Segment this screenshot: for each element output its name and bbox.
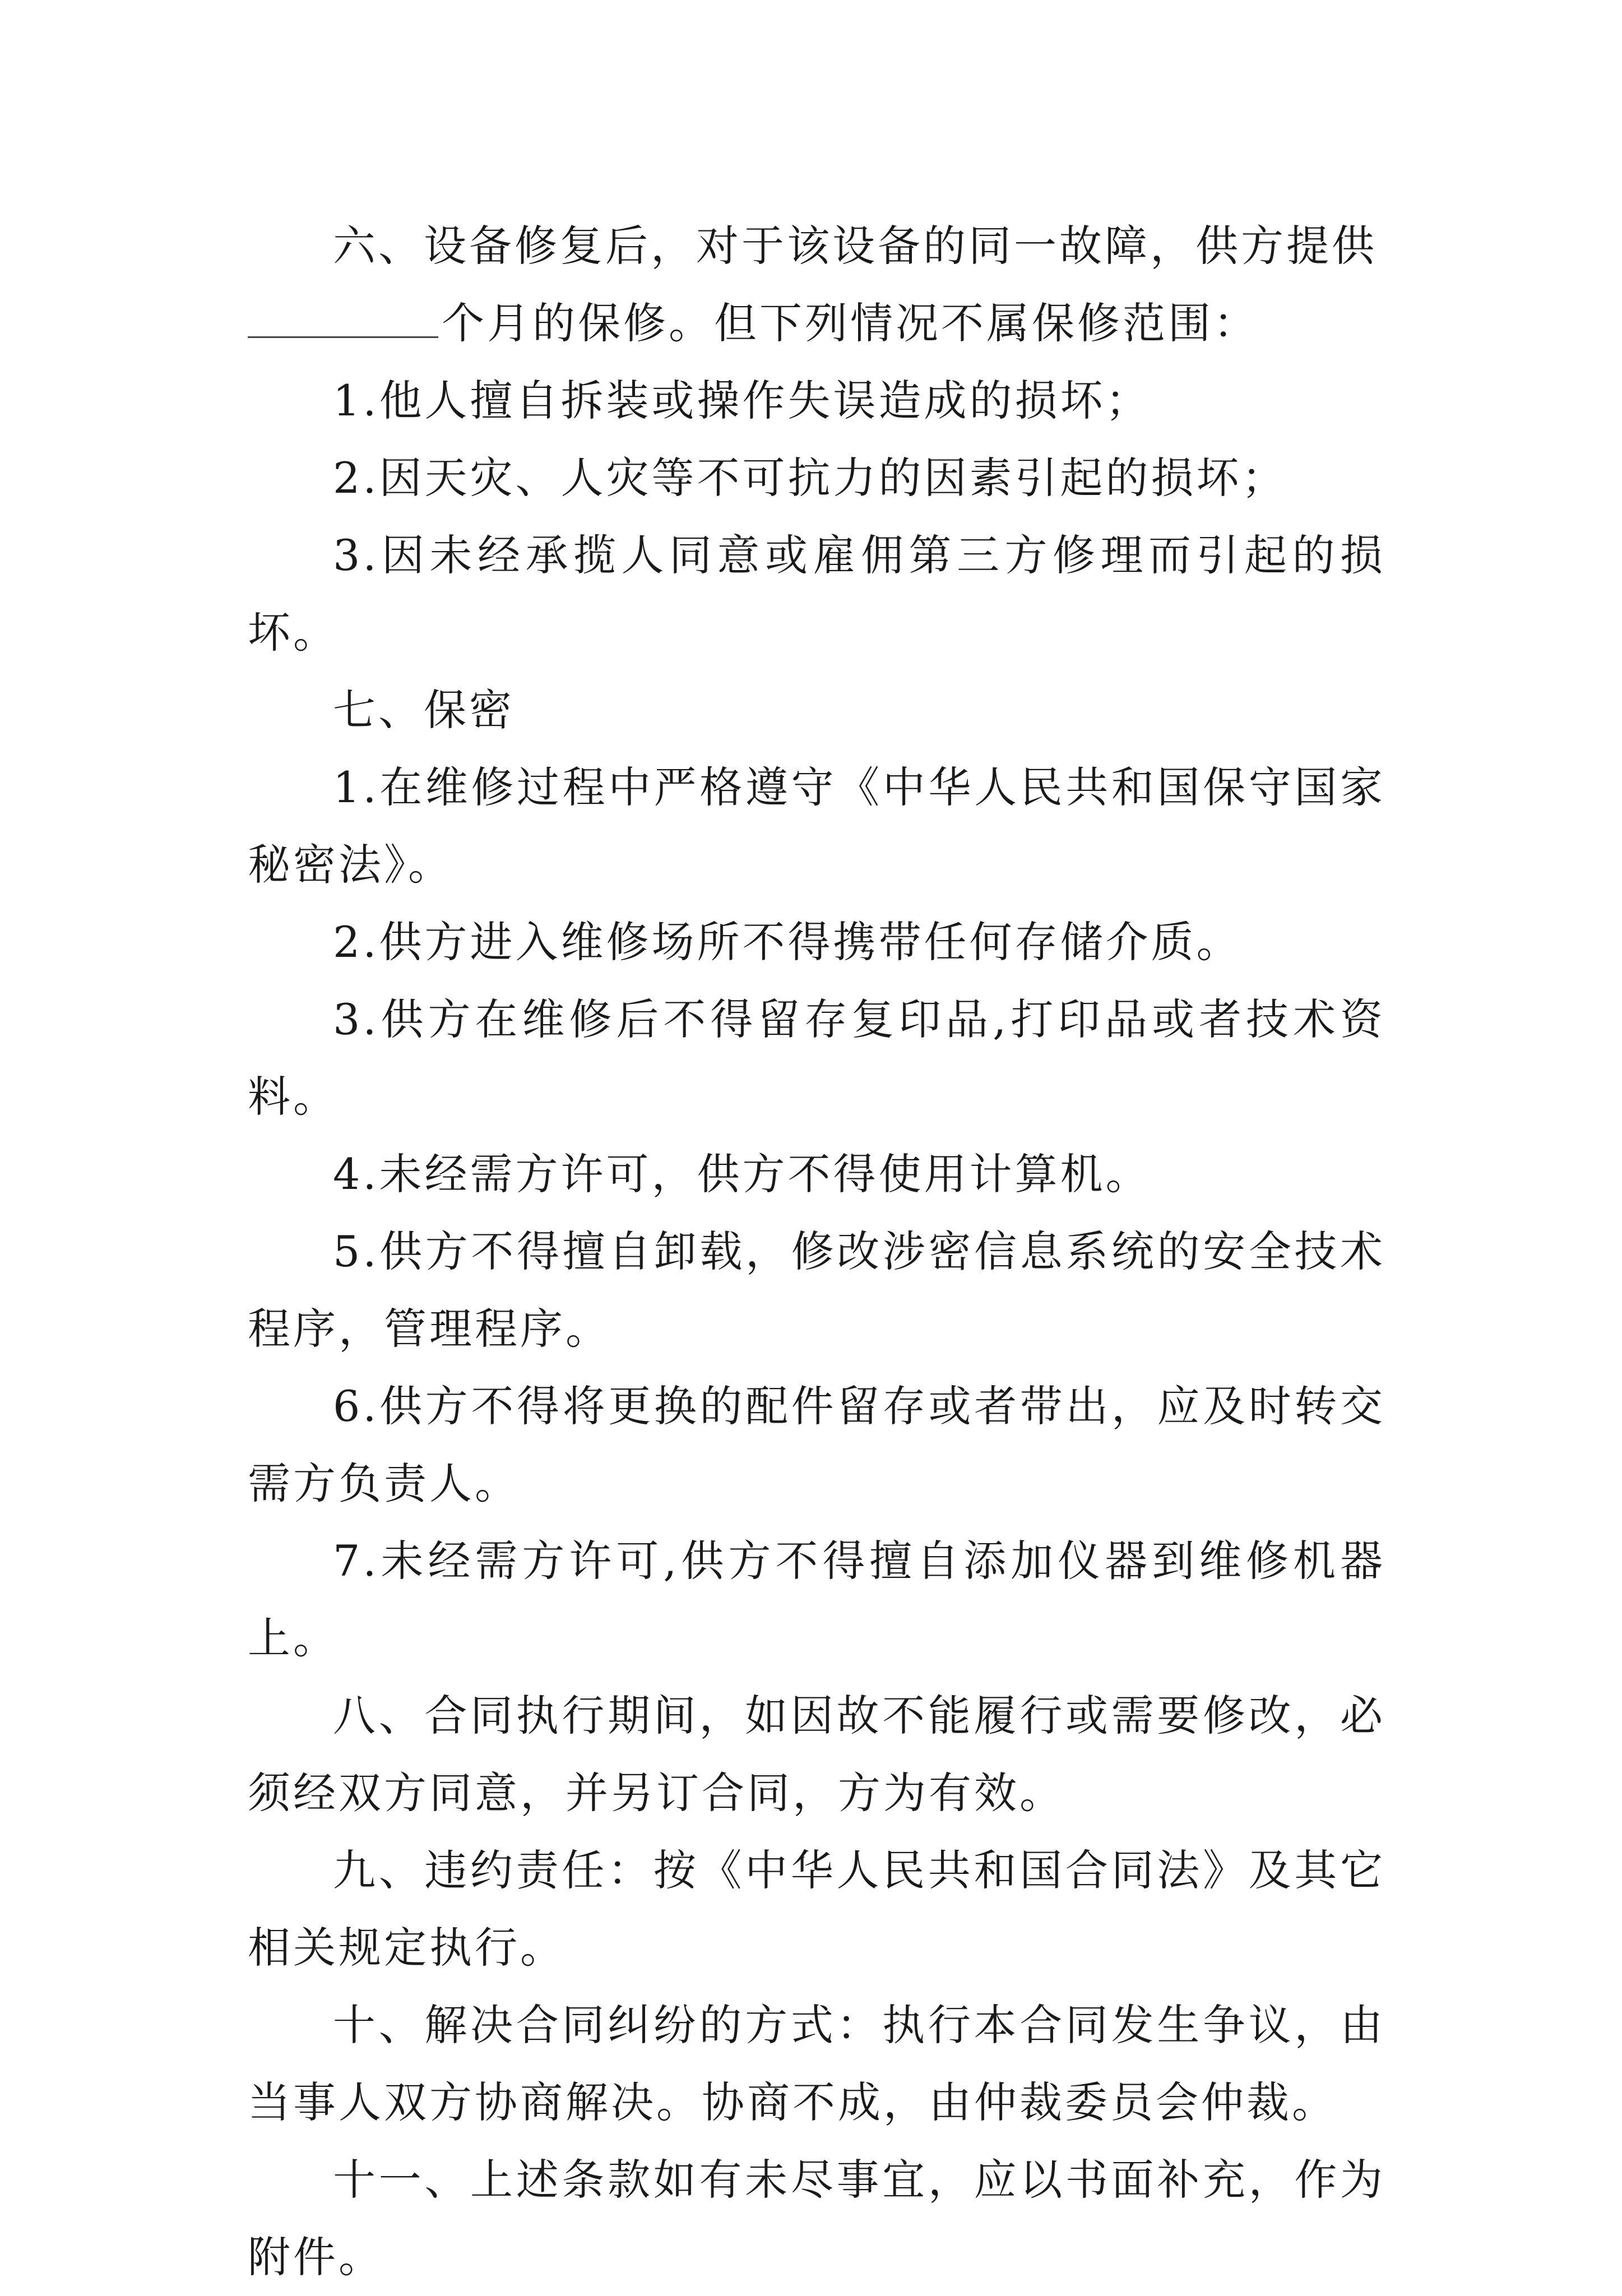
clause-7-item-5: 5.供方不得擅自卸载，修改涉密信息系统的安全技术程序，管理程序。 bbox=[248, 1226, 1385, 1354]
clause-9: 九、违约责任：按《中华人民共和国合同法》及其它相关规定执行。 bbox=[248, 1845, 1385, 1973]
clause-7-item-6: 6.供方不得将更换的配件留存或者带出，应及时转交需方负责人。 bbox=[248, 1381, 1385, 1508]
clause-7-item-7: 7.未经需方许可,供方不得擅自添加仪器到维修机器上。 bbox=[248, 1536, 1385, 1663]
clause-7-heading: 七、保密 bbox=[333, 685, 515, 735]
clause-7-item-4: 4.未经需方许可，供方不得使用计算机。 bbox=[333, 1149, 1151, 1199]
clause-6-intro: 六、设备修复后，对于该设备的同一故障，供方提供 bbox=[333, 221, 1377, 271]
clause-8: 八、合同执行期间，如因故不能履行或需要修改，必须经双方同意，并另订合同，方为有效。 bbox=[248, 1691, 1385, 1818]
clause-6-item-1: 1.他人擅自拆装或操作失误造成的损坏； bbox=[333, 376, 1151, 425]
clause-7-item-1: 1.在维修过程中严格遵守《中华人民共和国保守国家秘密法》。 bbox=[248, 762, 1385, 890]
warranty-months-blank bbox=[248, 296, 438, 338]
clause-11: 十一、上述条款如有未尽事宜，应以书面补充，作为附件。 bbox=[248, 2155, 1385, 2282]
clause-7-item-3: 3.供方在维修后不得留存复印品,打印品或者技术资料。 bbox=[248, 994, 1385, 1122]
clause-6-item-2: 2.因天灾、人灾等不可抗力的因素引起的损坏； bbox=[333, 453, 1287, 503]
clause-10: 十、解决合同纠纷的方式：执行本合同发生争议，由当事人双方协商解决。协商不成，由仲裁委员会仲裁。 bbox=[248, 2000, 1385, 2127]
clause-7-item-2: 2.供方进入维修场所不得携带任何存储介质。 bbox=[333, 917, 1242, 967]
clause-6-warranty-line bbox=[248, 285, 1385, 362]
clause-6-warranty-text: 个月的保修。但下列情况不属保修范围： bbox=[442, 298, 1259, 348]
clause-6-item-3: 3.因未经承揽人同意或雇佣第三方修理而引起的损坏。 bbox=[248, 530, 1385, 658]
document-body bbox=[248, 207, 1385, 2296]
